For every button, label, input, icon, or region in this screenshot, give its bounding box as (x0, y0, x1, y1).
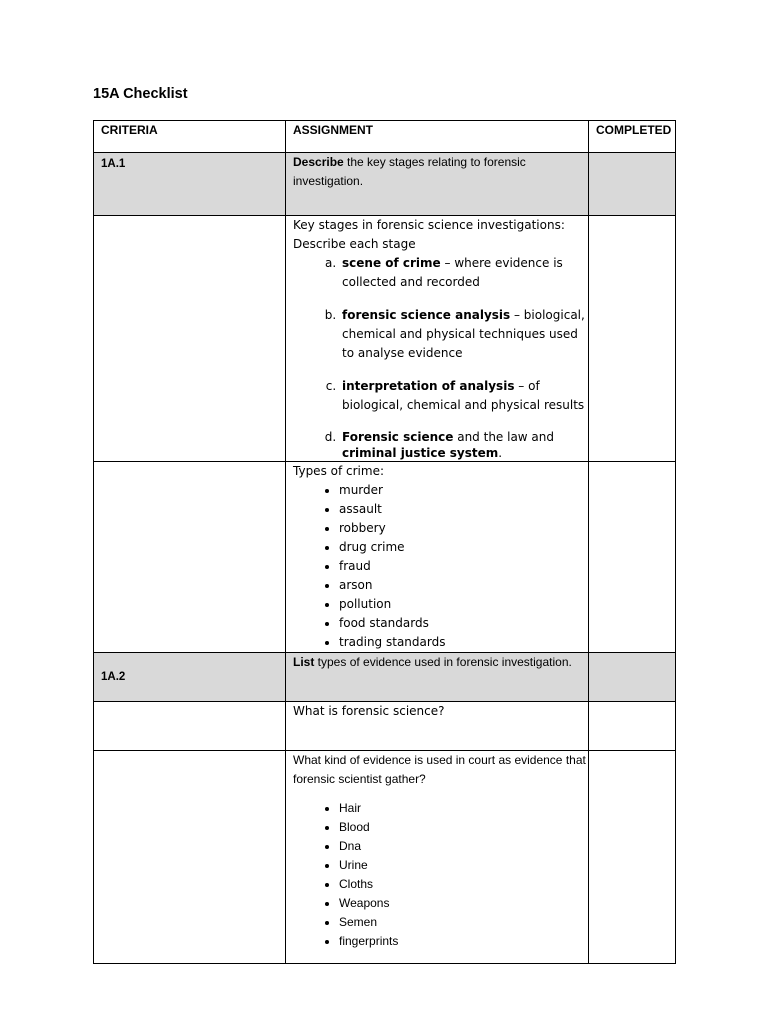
criteria-cell (94, 462, 286, 653)
assignment-text (293, 155, 526, 188)
list-item: a. scene of crime – where evidence is collected and recorded (340, 254, 588, 292)
completed-cell (589, 702, 676, 751)
assignment-cell (286, 653, 589, 702)
checklist-table (93, 120, 676, 964)
list-item: • Hair (339, 799, 588, 818)
evidence-list (293, 799, 588, 951)
assignment-verb: List (293, 655, 315, 669)
list-item: • Dna (339, 837, 588, 856)
list-item: • Blood (339, 818, 588, 837)
header-criteria: CRITERIA (94, 121, 286, 153)
key-stages-instruction: Describe each stage (293, 237, 416, 251)
criteria-cell (94, 702, 286, 751)
completed-cell (589, 216, 676, 462)
list-item: • fingerprints (339, 932, 588, 951)
list-item: • arson (339, 576, 588, 595)
table-row-1a1 (94, 153, 676, 216)
criteria-code: 1A.2 (101, 670, 126, 683)
list-item: • robbery (339, 519, 588, 538)
list-item: • drug crime (339, 538, 588, 557)
list-item: • trading standards (339, 633, 588, 652)
list-item: • food standards (339, 614, 588, 633)
table-row-key-stages (94, 216, 676, 462)
key-stages-list (293, 254, 588, 461)
completed-cell (589, 153, 676, 216)
list-item: b. forensic science analysis – biological, chemical and physical techniques used to analyse evidence (340, 306, 588, 363)
criteria-cell (94, 216, 286, 462)
table-row-1a2 (94, 653, 676, 702)
assignment-description: types of evidence used in forensic investigation. (314, 655, 572, 669)
list-item: d. Forensic science and the law and criminal justice system. (340, 429, 588, 461)
criteria-code: 1A.1 (101, 158, 126, 170)
list-item: • murder (339, 481, 588, 500)
completed-cell (589, 462, 676, 653)
assignment-text (293, 655, 572, 669)
header-row (94, 121, 676, 153)
list-item: • fraud (339, 557, 588, 576)
header-assignment: ASSIGNMENT (286, 121, 589, 153)
list-item: • Weapons (339, 894, 588, 913)
what-is-question: What is forensic science? (293, 704, 445, 718)
completed-cell (589, 751, 676, 964)
key-stages-cell (286, 216, 589, 462)
assignment-description: the key stages relating to forensic investigation. (293, 155, 526, 188)
evidence-cell (286, 751, 589, 964)
crime-types-cell (286, 462, 589, 653)
criteria-cell (94, 153, 286, 216)
assignment-verb: Describe (293, 155, 344, 169)
list-item: • Cloths (339, 875, 588, 894)
key-stages-intro: Key stages in forensic science investigations: (293, 218, 565, 232)
list-item: • Semen (339, 913, 588, 932)
crime-types-list (293, 481, 588, 652)
list-item: • Urine (339, 856, 588, 875)
table-row-crime-types (94, 462, 676, 653)
list-item: • pollution (339, 595, 588, 614)
list-item: c. interpretation of analysis – of biological, chemical and physical results (340, 377, 588, 415)
criteria-cell (94, 751, 286, 964)
evidence-question: What kind of evidence is used in court as evidence that forensic scientist gather? (293, 753, 586, 786)
list-item: • assault (339, 500, 588, 519)
what-is-cell (286, 702, 589, 751)
page-title: 15A Checklist (93, 86, 188, 102)
table-row-evidence (94, 751, 676, 964)
completed-cell (589, 653, 676, 702)
assignment-cell (286, 153, 589, 216)
criteria-cell (94, 653, 286, 702)
table-row-what-is (94, 702, 676, 751)
header-completed: COMPLETED (589, 121, 676, 153)
crime-types-heading: Types of crime: (293, 464, 384, 478)
